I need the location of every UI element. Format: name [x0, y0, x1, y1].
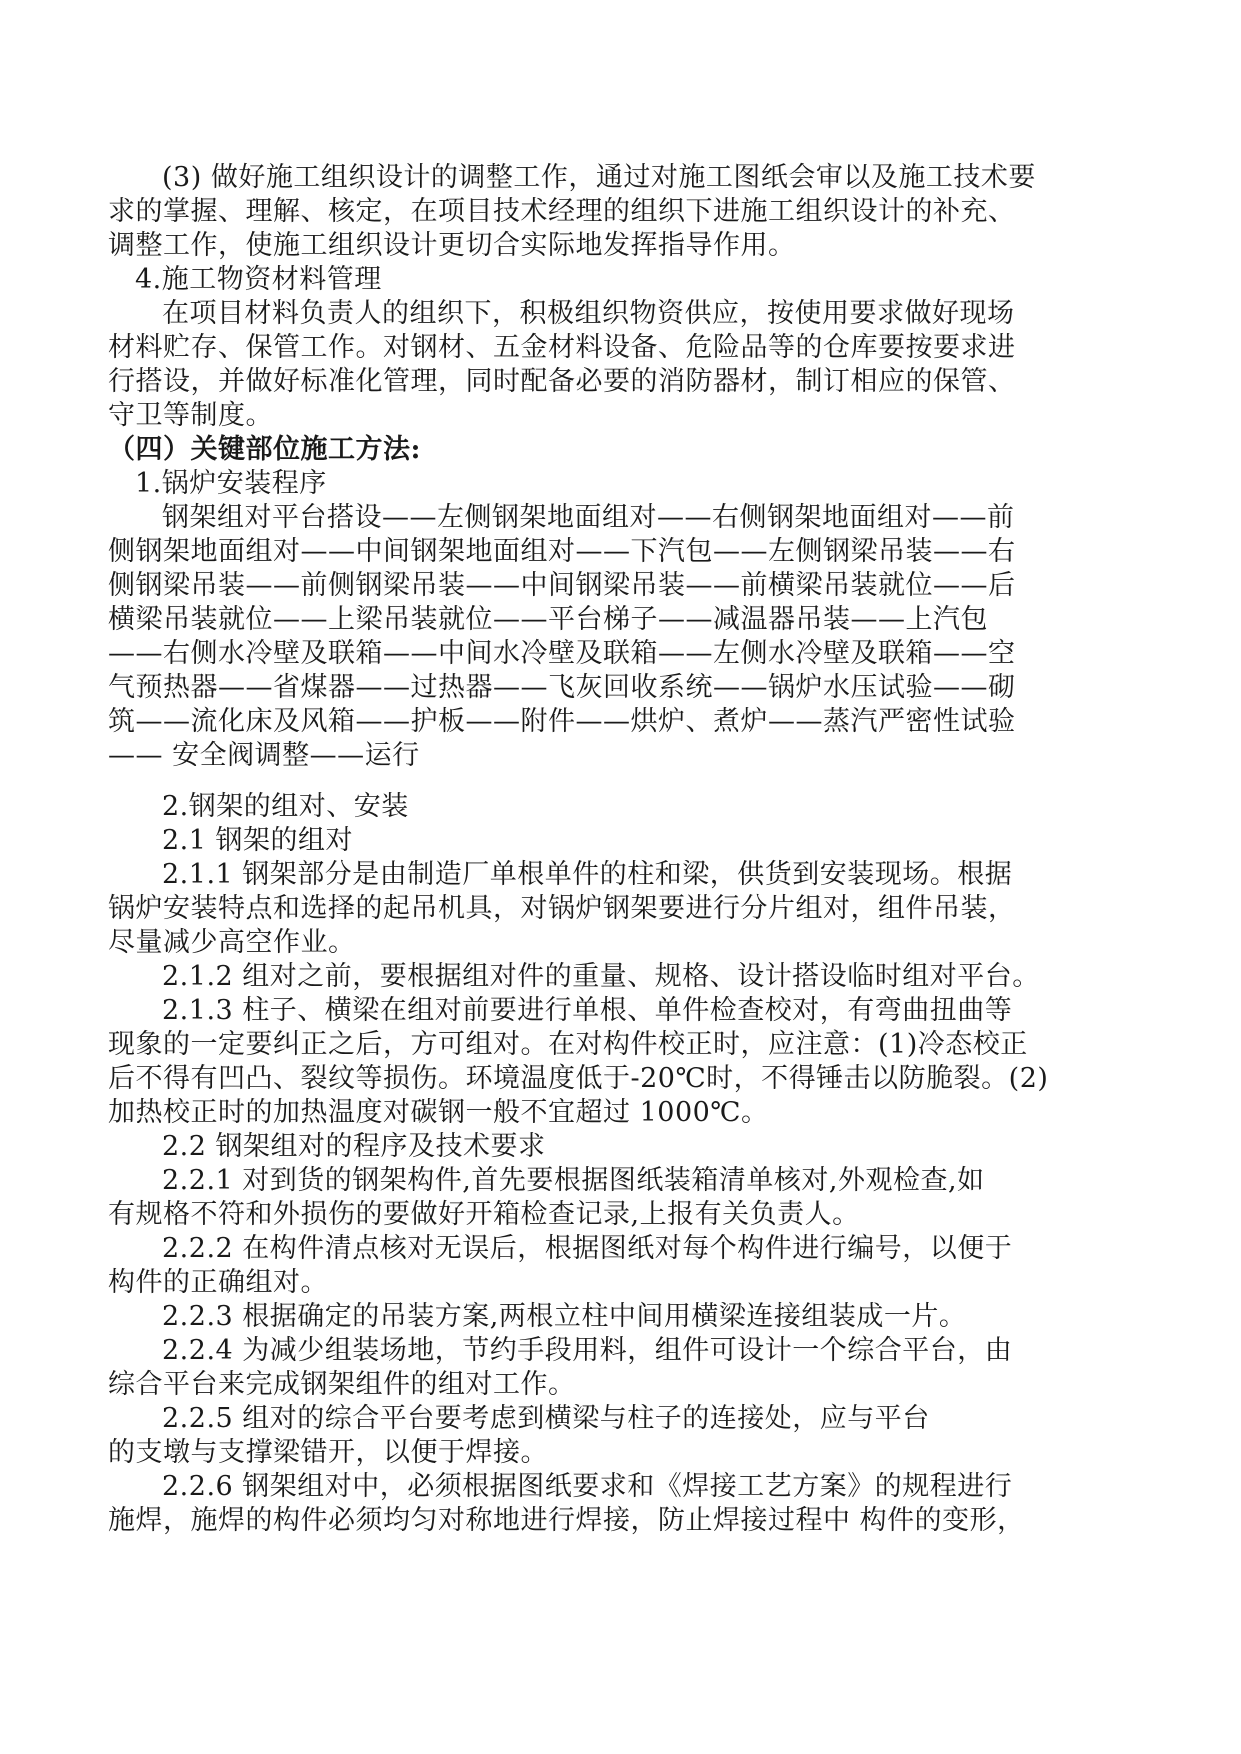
text-line: 2.2.3 根据确定的吊装方案,两根立柱中间用横梁连接组装成一片。	[162, 1301, 967, 1332]
section-heading: 4.施工物资材料管理	[135, 264, 382, 295]
text-line: 综合平台来完成钢架组件的组对工作。	[108, 1369, 576, 1400]
text-line: 筑——流化床及风箱——护板——附件——烘炉、煮炉——蒸汽严密性试验	[108, 706, 1016, 737]
text-line: 施焊，施焊的构件必须均匀对称地进行焊接，防止焊接过程中 构件的变形，	[108, 1505, 1025, 1536]
chapter-heading: （四）关键部位施工方法:	[108, 434, 421, 465]
text-line: 2.2.1 对到货的钢架构件,首先要根据图纸装箱清单核对,外观检查,如	[162, 1165, 985, 1196]
section-heading: 1.锅炉安装程序	[135, 468, 327, 499]
text-line: 横梁吊装就位——上梁吊装就位——平台梯子——减温器吊装——上汽包	[108, 604, 988, 635]
text-line: 材料贮存、保管工作。对钢材、五金材料设备、危险品等的仓库要按要求进	[108, 332, 1016, 363]
text-line: ——右侧水冷壁及联箱——中间水冷壁及联箱——左侧水冷壁及联箱——空	[108, 638, 1016, 669]
text-line: 锅炉安装特点和选择的起吊机具，对锅炉钢架要进行分片组对，组件吊装，	[108, 893, 1016, 924]
text-line: 钢架组对平台搭设——左侧钢架地面组对——右侧钢架地面组对——前	[162, 502, 1015, 533]
text-line: 守卫等制度。	[108, 400, 273, 431]
text-line: 侧钢梁吊装——前侧钢梁吊装——中间钢梁吊装——前横梁吊装就位——后	[108, 570, 1016, 601]
text-line: 2.2.5 组对的综合平台要考虑到横梁与柱子的连接处，应与平台	[162, 1403, 930, 1434]
text-line: 气预热器——省煤器——过热器——飞灰回收系统——锅炉水压试验——砌	[108, 672, 1016, 703]
text-line: 侧钢架地面组对——中间钢架地面组对——下汽包——左侧钢梁吊装——右	[108, 536, 1016, 567]
text-line: 有规格不符和外损伤的要做好开箱检查记录,上报有关负责人。	[108, 1199, 860, 1230]
text-line: —— 安全阀调整——运行	[108, 740, 420, 771]
text-line: (3) 做好施工组织设计的调整工作，通过对施工图纸会审以及施工技术要	[162, 162, 1036, 193]
text-line: 2.2.4 为减少组装场地，节约手段用料，组件可设计一个综合平台，由	[162, 1335, 1013, 1366]
text-line: 的支墩与支撑梁错开，以便于焊接。	[108, 1437, 548, 1468]
text-line: 2.1.2 组对之前，要根据组对件的重量、规格、设计搭设临时组对平台。	[162, 961, 1040, 992]
text-line: 后不得有凹凸、裂纹等损伤。环境温度低于-20℃时，不得锤击以防脆裂。(2)	[108, 1063, 1049, 1094]
text-line: 加热校正时的加热温度对碳钢一般不宜超过 1000℃。	[108, 1097, 769, 1128]
text-line: 构件的正确组对。	[108, 1267, 328, 1298]
text-line: 行搭设，并做好标准化管理，同时配备必要的消防器材，制订相应的保管、	[108, 366, 1016, 397]
text-line: 2.2.6 钢架组对中，必须根据图纸要求和《焊接工艺方案》的规程进行	[162, 1471, 1013, 1502]
text-line: 在项目材料负责人的组织下，积极组织物资供应，按使用要求做好现场	[162, 298, 1015, 329]
subsection-heading: 2.1 钢架的组对	[162, 825, 354, 856]
subsection-heading: 2.2 钢架组对的程序及技术要求	[162, 1131, 546, 1162]
text-line: 2.1.1 钢架部分是由制造厂单根单件的柱和梁，供货到安装现场。根据	[162, 859, 1013, 890]
text-line: 现象的一定要纠正之后，方可组对。在对构件校正时，应注意：(1)冷态校正	[108, 1029, 1028, 1060]
text-line: 2.1.3 柱子、横梁在组对前要进行单根、单件检查校对，有弯曲扭曲等	[162, 995, 1013, 1026]
section-heading: 2.钢架的组对、安装	[162, 791, 409, 822]
text-line: 2.2.2 在构件清点核对无误后，根据图纸对每个构件进行编号，以便于	[162, 1233, 1013, 1264]
text-line: 尽量减少高空作业。	[108, 927, 356, 958]
text-line: 调整工作，使施工组织设计更切合实际地发挥指导作用。	[108, 230, 796, 261]
text-line: 求的掌握、理解、核定，在项目技术经理的组织下进施工组织设计的补充、	[108, 196, 1016, 227]
